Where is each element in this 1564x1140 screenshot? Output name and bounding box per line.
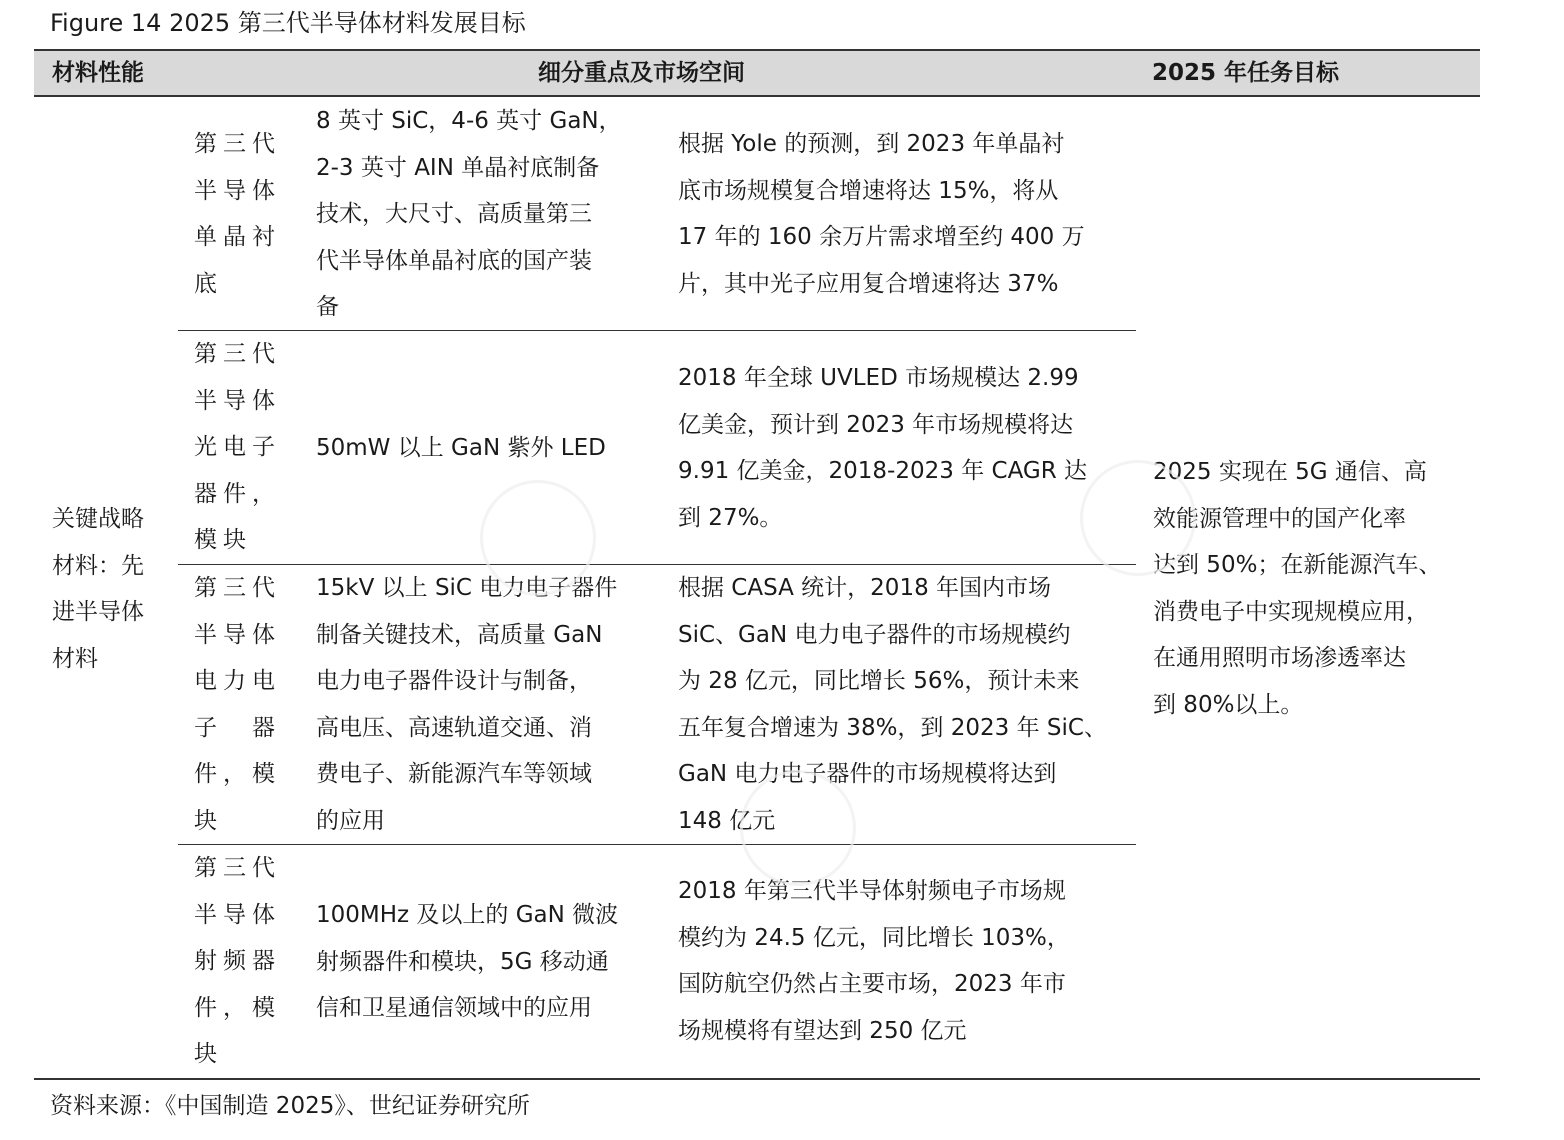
row-market: 根据 CASA 统计，2018 年国内市场 SiC、GaN 电力电子器件的市场规模约 为 28 亿元，同比增长 56%，预计未来 五年复合增速为 38%，到 2023 年 SiC、 GaN 电力电子器件的市场规模将达到 148 亿元 [678, 575, 1107, 834]
header-material-performance: 材料性能 [52, 60, 144, 86]
row-divider [178, 330, 1136, 331]
header-2025-target: 2025 年任务目标 [1152, 60, 1340, 86]
watermark-logo-icon [1080, 460, 1196, 576]
row-market: 2018 年第三代半导体射频电子市场规 模约为 24.5 亿元，同比增长 103%， 国防航空仍然占主要市场，2023 年市 场规模将有望达到 250 亿元 [678, 878, 1070, 1044]
row-divider [178, 844, 1136, 845]
row-category: 第三代 半导体 电力电 子 器 件，模 块 [194, 575, 281, 834]
2025-target-text: 2025 实现在 5G 通信、高 效能源管理中的国产化率 达到 50%；在新能源汽车、 消费电子中实现规模应用， 在通用照明市场渗透率达 到 80%以上。 [1153, 459, 1442, 718]
material-category: 关键战略 材料：先 进半导体 材料 [52, 506, 144, 672]
watermark-logo-icon [480, 480, 596, 596]
watermark-logo-icon [740, 770, 856, 886]
table-bottom-rule [34, 1078, 1480, 1080]
row-market: 2018 年全球 UVLED 市场规模达 2.99 亿美金，预计到 2023 年市场规模将达 9.91 亿美金，2018-2023 年 CAGR 达 到 27%。 [678, 365, 1088, 531]
row-focus: 15kV 以上 SiC 电力电子器件 制备关键技术，高质量 GaN 电力电子器件设计与制备， 高电压、高速轨道交通、消 费电子、新能源汽车等领域 的应用 [316, 575, 618, 834]
row-category: 第三代 半导体 射频器 件，模 块 [194, 855, 281, 1067]
row-category: 第三代 半导体 光电子 器件， 模块 [194, 341, 281, 553]
source-note: 资料来源：《中国制造 2025》、世纪证券研究所 [50, 1093, 530, 1119]
row-market: 根据 Yole 的预测，到 2023 年单晶衬 底市场规模复合增速将达 15%，将从 17 年的 160 余万片需求增至约 400 万 片，其中光子应用复合增速将达 37% [678, 131, 1085, 297]
row-focus: 50mW 以上 GaN 紫外 LED [316, 435, 606, 461]
row-focus: 100MHz 及以上的 GaN 微波 射频器件和模块，5G 移动通 信和卫星通信领域中的应用 [316, 902, 619, 1021]
row-category: 第三代 半导体 单晶衬 底 [194, 131, 281, 297]
row-focus: 8 英寸 SiC，4-6 英寸 GaN， 2-3 英寸 AIN 单晶衬底制备 技术，大尺寸、高质量第三 代半导体单晶衬底的国产装 备 [316, 108, 622, 320]
table-header [34, 49, 1480, 97]
header-segment-focus: 细分重点及市场空间 [538, 60, 745, 86]
figure-title: Figure 14 2025 第三代半导体材料发展目标 [50, 9, 526, 37]
